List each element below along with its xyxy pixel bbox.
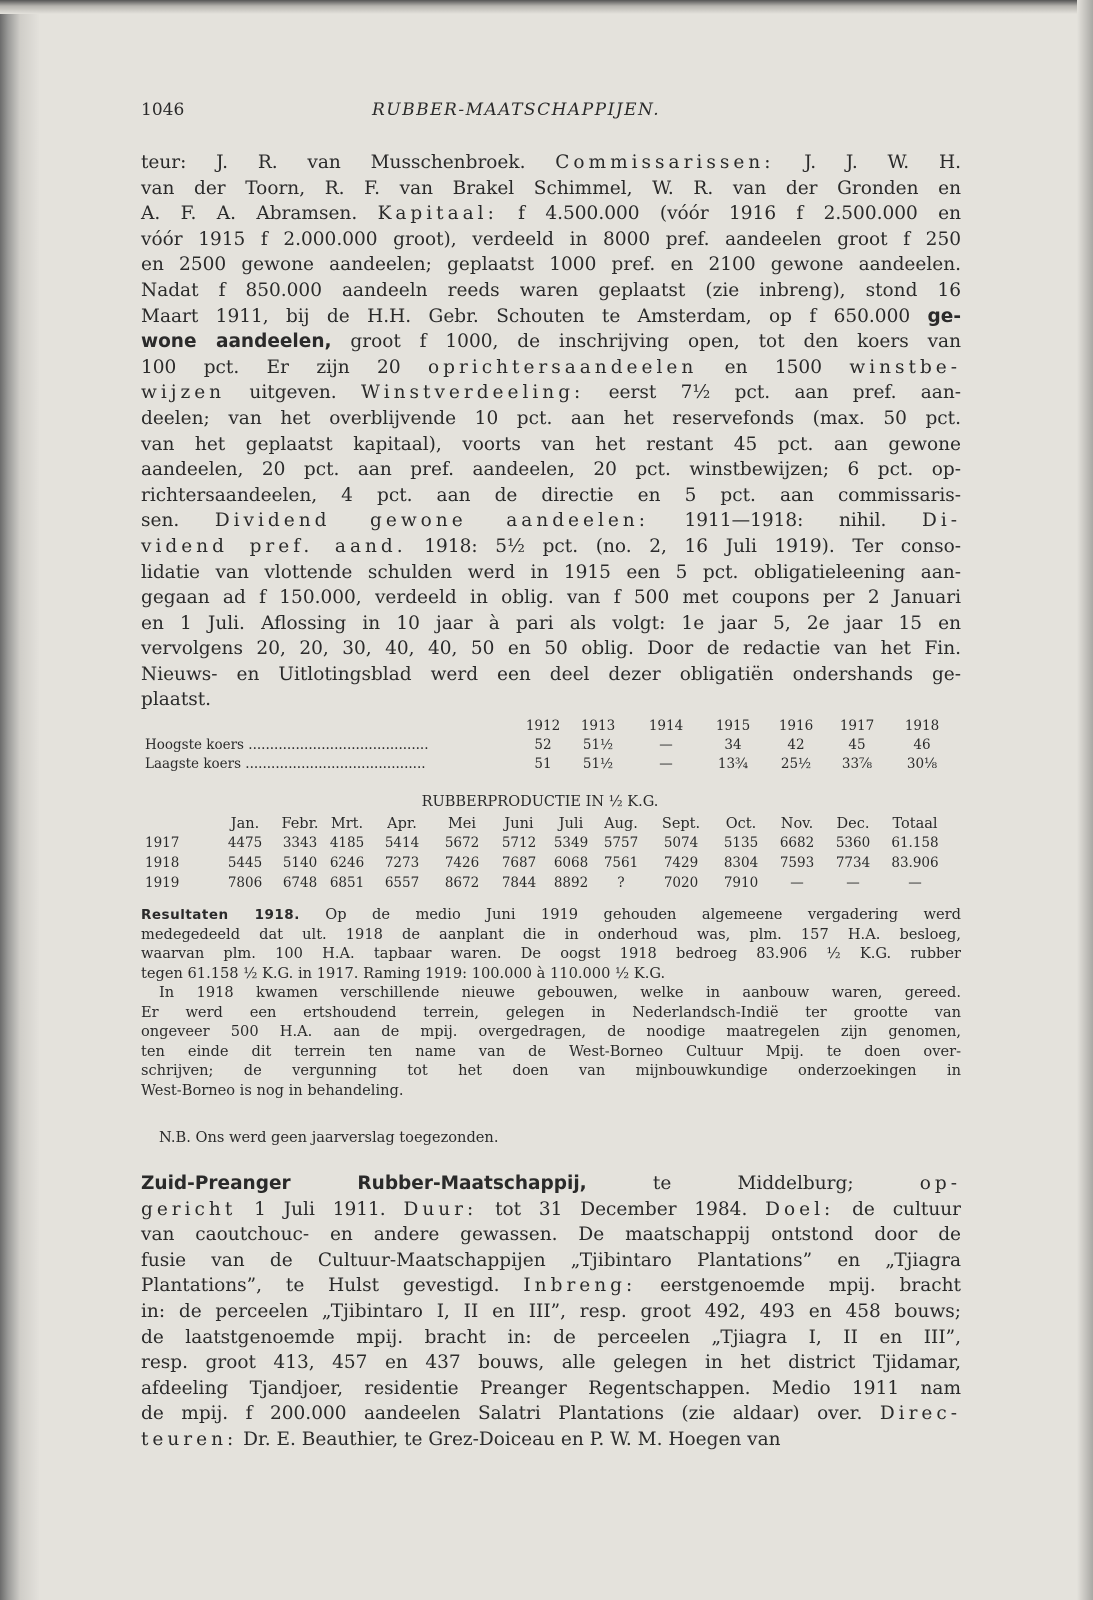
row-label: Hoogste koers .......................................... — [145, 737, 429, 753]
text-segment: J. J. W. H. — [774, 152, 961, 173]
year-header: 1917 — [839, 718, 875, 734]
text-line — [141, 905, 961, 925]
table-cell: 7593 — [779, 855, 815, 871]
spaced-text: wijzen — [141, 382, 226, 404]
text-line — [141, 278, 961, 304]
text-line — [141, 1427, 961, 1453]
spaced-text: vidend pref. aand. — [141, 535, 407, 557]
text-segment: vervolgens 20, 20, 30, 40, 40, 50 en 50 oblig. Door de redactie van het Fin. — [141, 638, 961, 660]
month-header: Sept. — [661, 816, 701, 832]
table-cell: 8304 — [723, 855, 759, 871]
year-header: 1918 — [904, 718, 940, 734]
note-paragraph — [141, 1128, 961, 1148]
spaced-text: Direc- — [879, 1403, 961, 1425]
table-cell: 7806 — [227, 875, 263, 891]
month-header: Totaal — [892, 816, 938, 832]
text-line — [141, 329, 961, 355]
text-line — [141, 1273, 961, 1299]
spaced-text: Duur: — [403, 1198, 478, 1220]
table-cell: 5360 — [835, 835, 871, 851]
text-line — [141, 611, 961, 637]
month-header: Dec. — [836, 816, 870, 832]
table-cell: 5672 — [444, 835, 480, 851]
text-line — [141, 1325, 961, 1351]
table-cell: 51½ — [582, 737, 614, 753]
month-header: Mrt. — [330, 816, 364, 832]
table-cell: 4475 — [227, 835, 263, 851]
table-cell: 25½ — [780, 756, 812, 772]
text-segment: Nieuws- en Uitlotingsblad werd een deel dezer obligatiën ondershands ge- — [141, 663, 961, 685]
spaced-text: gericht — [141, 1198, 237, 1220]
text-segment: plaatst. — [141, 689, 212, 711]
table-cell: 5712 — [501, 835, 537, 851]
text-line — [141, 1401, 961, 1427]
table-cell: 13¾ — [717, 756, 749, 772]
bold-text: Zuid-Preanger Rubber-Maatschappij, — [141, 1173, 587, 1194]
spaced-text: oprichtersaandeelen — [428, 356, 698, 378]
text-segment: en 2500 gewone aandeelen; geplaatst 1000 pref. en 2100 gewone aandeelen. — [141, 254, 961, 276]
text-segment: In 1918 kwamen verschillende nieuwe gebouwen, welke in aanbouw waren, gereed. — [159, 984, 961, 1001]
table-cell: 6246 — [329, 855, 365, 871]
text-segment: groot f 1000, de inschrijving open, tot den koers van — [331, 331, 961, 353]
page-binding-edge — [0, 0, 40, 1600]
page-right-edge — [1077, 0, 1093, 1600]
text-line — [141, 1003, 961, 1023]
year-header: 1916 — [778, 718, 814, 734]
text-segment: lidatie van vlottende schulden werd in 1915 een 5 pct. obligatieleening aan- — [141, 561, 961, 583]
table-title: RUBBERPRODUCTIE IN ½ K.G. — [421, 794, 659, 810]
text-line — [141, 1128, 961, 1148]
spaced-text: Doel: — [765, 1198, 835, 1220]
text-segment: vóór 1915 f 2.000.000 groot), verdeeld in 8000 pref. aandeelen groot f 250 — [141, 228, 961, 250]
text-segment: ten einde dit terrein ten name van de West-Borneo Cultuur Mpij. te doen over- — [141, 1042, 961, 1060]
running-title: RUBBER-MAATSCHAPPIJEN. — [372, 100, 661, 120]
text-segment: 1918: 5½ pct. (no. 2, 16 Juli 1919). Ter conso- — [406, 535, 961, 557]
table-cell: 7734 — [835, 855, 871, 871]
table-cell: 45 — [848, 737, 866, 753]
year-header: 1913 — [580, 718, 616, 734]
spaced-text: Inbreng: — [523, 1275, 637, 1297]
text-line — [141, 662, 961, 688]
table-cell: 6068 — [553, 855, 589, 871]
table-cell: 61.158 — [891, 835, 939, 851]
table-cell: 3343 — [282, 835, 318, 851]
table-cell: 30⅛ — [906, 756, 938, 772]
text-line — [141, 380, 961, 406]
text-segment: sen. — [141, 510, 215, 532]
text-line — [141, 1248, 961, 1274]
text-line — [141, 457, 961, 483]
text-line — [141, 1350, 961, 1376]
month-header: Juli — [558, 816, 584, 832]
text-line — [141, 1299, 961, 1325]
text-line — [141, 1376, 961, 1402]
table-cell: — — [846, 875, 860, 891]
text-segment: in: de perceelen „Tjibintaro I, II en III”, resp. groot 492, 493 en 458 bouws; — [141, 1300, 961, 1322]
text-line — [141, 1081, 961, 1101]
spaced-text: op- — [919, 1173, 961, 1194]
table-cell: 6682 — [779, 835, 815, 851]
text-line — [141, 201, 961, 227]
text-segment: de cultuur — [834, 1198, 961, 1220]
text-segment: resp. groot 413, 457 en 437 bouws, alle gelegen in het district Tjidamar, — [141, 1352, 961, 1374]
spaced-text: Kapitaal: — [377, 203, 498, 225]
table-cell: 7687 — [501, 855, 537, 871]
text-segment: tegen 61.158 ½ K.G. in 1917. Raming 1919: 100.000 à 110.000 ½ K.G. — [141, 964, 666, 982]
text-segment: tot 31 December 1984. — [477, 1198, 766, 1220]
table-cell: 5349 — [553, 835, 589, 851]
spaced-text: Winstverdeeling: — [361, 382, 585, 404]
text-line — [141, 176, 961, 202]
row-label: Laagste koers .......................................... — [145, 756, 426, 772]
text-line — [141, 944, 961, 964]
table-cell: 5140 — [282, 855, 318, 871]
zuid-preanger-paragraph — [141, 1171, 961, 1453]
month-header: Nov. — [780, 816, 814, 832]
text-line — [141, 534, 961, 560]
month-header: Jan. — [230, 816, 260, 832]
year-header: 1912 — [525, 718, 561, 734]
text-segment: eerstgenoemde mpij. bracht — [636, 1275, 961, 1297]
text-line — [141, 150, 961, 176]
table-cell: 42 — [787, 737, 805, 753]
text-line — [141, 1197, 961, 1223]
text-segment: richtersaandeelen, 4 pct. aan de directie en 5 pct. aan commissaris- — [141, 484, 961, 506]
table-cell: 8672 — [444, 875, 480, 891]
table-cell: 6851 — [329, 875, 365, 891]
text-segment: Maart 1911, bij de H.H. Gebr. Schouten te Amsterdam, op f 650.000 — [141, 305, 928, 327]
text-line — [141, 432, 961, 458]
text-line — [141, 983, 961, 1003]
text-segment: waarvan plm. 100 H.A. tapbaar waren. De oogst 1918 bedroeg 83.906 ½ K.G. rubber — [141, 945, 961, 962]
text-line — [141, 1222, 961, 1248]
text-segment: gegaan ad f 150.000, verdeeld in oblig. van f 500 met coupons per 2 Januari — [141, 587, 961, 609]
text-segment: de mpij. f 200.000 aandeelen Salatri Plantations (zie aldaar) over. — [141, 1403, 880, 1425]
table-cell: 51½ — [582, 756, 614, 772]
text-segment: medegedeeld dat ult. 1918 de aanplant die in onderhoud was, plm. 157 H.A. besloeg, — [141, 925, 961, 943]
text-line — [141, 1042, 961, 1062]
table-cell: 33⅞ — [841, 756, 873, 772]
table-cell: 6557 — [384, 875, 420, 891]
text-segment: 1911—1918: nihil. — [648, 510, 922, 532]
text-segment: Er werd een ertshoudend terrein, gelegen in Nederlandsch-Indië ter grootte van — [141, 1003, 961, 1021]
text-line — [141, 227, 961, 253]
spaced-text: winstbe- — [849, 356, 961, 378]
text-segment: afdeeling Tjandjoer, residentie Preanger Regentschappen. Medio 1911 nam — [141, 1377, 961, 1399]
year-header: 1914 — [648, 718, 684, 734]
table-cell: ? — [617, 875, 625, 891]
text-segment: Nadat f 850.000 aandeeln reeds waren geplaatst (zie inbreng), stond 16 — [141, 279, 961, 301]
table-cell: 7844 — [501, 875, 537, 891]
text-line — [141, 964, 961, 984]
text-segment: Plantations”, te Hulst gevestigd. — [141, 1275, 524, 1297]
month-header: Oct. — [725, 816, 757, 832]
text-segment: A. F. A. Abramsen. — [141, 203, 378, 225]
spaced-text: teuren: — [141, 1428, 238, 1450]
text-segment: ongeveer 500 H.A. aan de mpij. overgedragen, de noodige maatregelen zijn genomen, — [141, 1023, 961, 1040]
table-cell: 7910 — [723, 875, 759, 891]
text-segment: van der Toorn, R. F. van Brakel Schimmel, W. R. van der Gronden en — [141, 177, 961, 199]
table-cell: 6748 — [282, 875, 318, 891]
text-line — [141, 925, 961, 945]
text-line — [141, 636, 961, 662]
text-line — [141, 483, 961, 509]
table-cell: — — [659, 737, 673, 753]
bold-text: wone aandeelen, — [141, 331, 332, 353]
text-segment: en 1 Juli. Aflossing in 10 jaar à pari als volgt: 1e jaar 5, 2e jaar 15 en — [141, 612, 961, 634]
text-segment: Dr. E. Beauthier, te Grez-Doiceau en P. W. M. Hoegen van — [237, 1428, 781, 1450]
table-cell: 7426 — [444, 855, 480, 871]
table-cell: 8892 — [553, 875, 589, 891]
text-segment: N.B. Ons werd geen jaarverslag toegezonden. — [159, 1129, 499, 1146]
table-cell: 46 — [913, 737, 931, 753]
month-header: Juni — [504, 816, 534, 832]
text-segment: Op de medio Juni 1919 gehouden algemeene vergadering werd — [299, 906, 962, 923]
text-line — [141, 687, 961, 713]
table-cell: 7020 — [663, 875, 699, 891]
page-top-edge — [0, 0, 1093, 14]
text-segment: de laatstgenoemde mpij. bracht in: de perceelen „Tjiagra I, II en III”, — [141, 1326, 961, 1348]
table-cell: 5414 — [384, 835, 420, 851]
text-line — [141, 355, 961, 381]
month-header: Febr. — [281, 816, 319, 832]
text-segment: f 4.500.000 (vóór 1916 f 2.500.000 en — [497, 203, 961, 225]
table-cell: 4185 — [329, 835, 365, 851]
text-line — [141, 1022, 961, 1042]
text-segment: eerst 7½ pct. aan pref. aan- — [584, 382, 962, 404]
text-segment: 100 pct. Er zijn 20 — [141, 356, 428, 378]
text-line — [141, 252, 961, 278]
year-header: 1915 — [715, 718, 751, 734]
table-cell: 7273 — [384, 855, 420, 871]
row-year: 1917 — [145, 835, 180, 851]
text-line — [141, 406, 961, 432]
table-cell: 5445 — [227, 855, 263, 871]
text-line — [141, 1061, 961, 1081]
table-cell: 83.906 — [891, 855, 939, 871]
text-segment: uitgeven. — [225, 382, 362, 404]
table-cell: 5074 — [663, 835, 699, 851]
table-cell: — — [659, 756, 673, 772]
text-line — [141, 508, 961, 534]
bold-text: ge- — [927, 305, 961, 327]
text-segment: deelen; van het overblijvende 10 pct. aan het reservefonds (max. 50 pct. — [141, 407, 961, 429]
text-line — [141, 1171, 961, 1197]
text-segment: schrijven; de vergunning tot het doen van mijnbouwkundige onderzoekingen in — [141, 1062, 961, 1079]
text-segment: aandeelen, 20 pct. aan pref. aandeelen, 20 pct. winstbewijzen; 6 pct. op- — [141, 459, 961, 481]
text-segment: teur: J. R. van Musschenbroek. — [141, 152, 556, 173]
text-line — [141, 304, 961, 330]
text-segment: en 1500 — [697, 356, 850, 378]
text-line — [141, 560, 961, 586]
table-cell: 52 — [534, 737, 552, 753]
table-cell: 5135 — [723, 835, 759, 851]
table-cell: — — [790, 875, 804, 891]
table-cell: 51 — [534, 756, 552, 772]
table-cell: 7429 — [663, 855, 699, 871]
text-segment: 1 Juli 1911. — [236, 1198, 404, 1220]
table-cell: — — [908, 875, 922, 891]
month-header: Apr. — [387, 816, 417, 832]
page-number: 1046 — [141, 100, 185, 120]
bold-text: Resultaten 1918. — [141, 907, 300, 923]
results-paragraph — [141, 905, 961, 1100]
table-cell: 7561 — [603, 855, 639, 871]
row-year: 1919 — [145, 875, 180, 891]
company-paragraph — [141, 150, 961, 713]
text-line — [141, 585, 961, 611]
text-segment: West-Borneo is nog in behandeling. — [141, 1081, 404, 1099]
spaced-text: Dividend gewone aandeelen: — [214, 510, 649, 532]
table-cell: 5757 — [603, 835, 639, 851]
table-cell: 34 — [724, 737, 742, 753]
text-segment: van het geplaatst kapitaal), voorts van het restant 45 pct. aan gewone — [141, 433, 961, 455]
text-segment: te Middelburg; — [586, 1173, 920, 1194]
month-header: Mei — [447, 816, 477, 832]
spaced-text: Commissarissen: — [555, 152, 775, 173]
text-segment: van caoutchouc- en andere gewassen. De maatschappij ontstond door de — [141, 1224, 961, 1246]
spaced-text: Di- — [922, 510, 962, 532]
text-segment: fusie van de Cultuur-Maatschappijen „Tjibintaro Plantations” en „Tjiagra — [141, 1249, 961, 1271]
row-year: 1918 — [145, 855, 180, 871]
month-header: Aug. — [604, 816, 638, 832]
